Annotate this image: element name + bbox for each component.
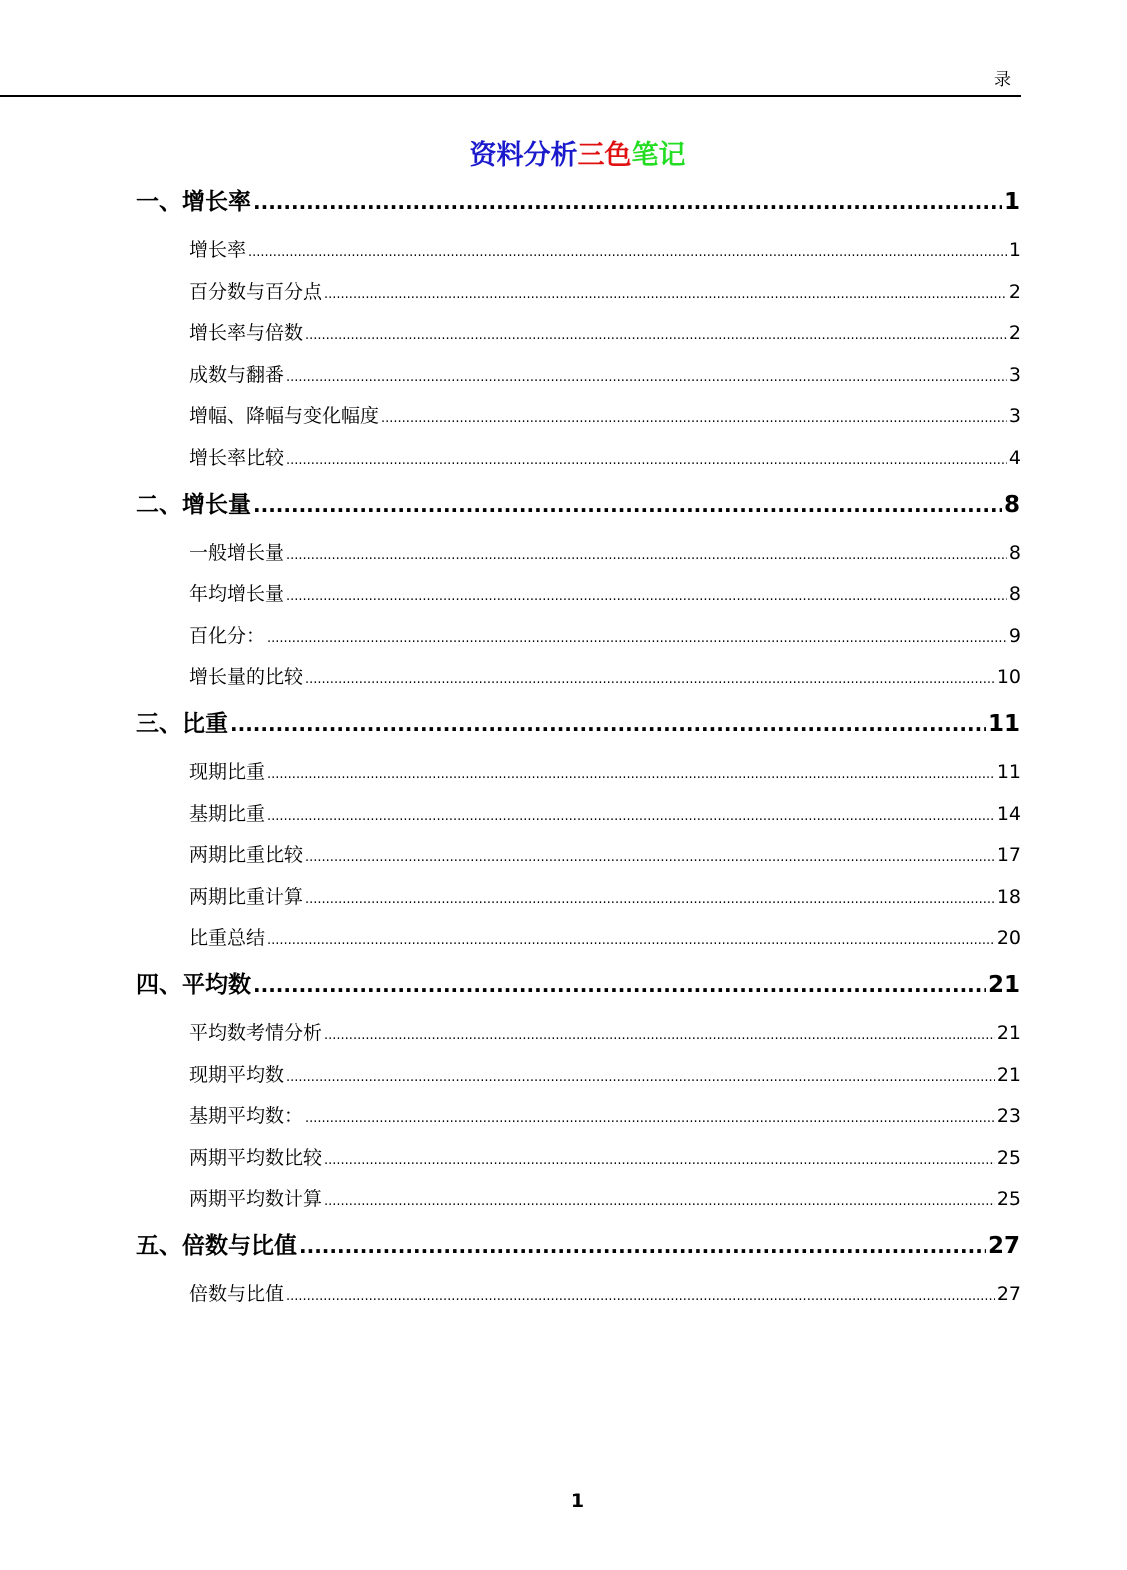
toc-page-number: 3 <box>1008 405 1021 427</box>
dot-leader <box>253 187 1002 217</box>
toc-item-label: 一般增长量 <box>189 542 285 564</box>
header-text: 录 <box>994 70 1011 90</box>
dot-leader <box>286 448 1007 474</box>
toc-page-number: 14 <box>996 803 1021 825</box>
toc-item[interactable] <box>189 1145 1021 1174</box>
toc-item-label: 百分数与百分点 <box>189 281 323 303</box>
toc-page-number: 21 <box>987 972 1020 998</box>
toc-item-label: 基期比重 <box>189 803 266 825</box>
dot-leader <box>305 1106 995 1132</box>
dot-leader <box>248 240 1007 266</box>
toc-section-label: 一、增长率 <box>136 189 251 215</box>
toc-item-label: 两期比重计算 <box>189 886 304 908</box>
toc-page-number: 11 <box>996 761 1021 783</box>
document-title <box>0 138 1127 174</box>
toc-item-label: 两期比重比较 <box>189 844 304 866</box>
toc-item[interactable] <box>189 540 1021 569</box>
dot-leader <box>305 667 995 693</box>
toc-item[interactable] <box>189 1281 1021 1310</box>
toc-item[interactable] <box>189 237 1021 266</box>
toc-page-number: 20 <box>996 927 1021 949</box>
dot-leader <box>230 709 986 739</box>
toc-item[interactable] <box>189 279 1021 308</box>
toc-item[interactable] <box>189 581 1021 610</box>
toc-page-number: 1 <box>1008 239 1021 261</box>
toc-page-number: 9 <box>1008 625 1021 647</box>
dot-leader <box>299 1231 986 1261</box>
header-rule <box>0 95 1021 97</box>
toc-item-label: 平均数考情分析 <box>189 1022 323 1044</box>
toc-page-number: 25 <box>996 1188 1021 1210</box>
toc-section-label: 三、比重 <box>136 711 228 737</box>
dot-leader <box>324 282 1007 308</box>
toc-page-number: 2 <box>1008 322 1021 344</box>
dot-leader <box>267 762 995 788</box>
toc-page-number: 21 <box>996 1022 1021 1044</box>
toc-item-label: 增长率与倍数 <box>189 322 304 344</box>
dot-leader <box>324 1148 995 1174</box>
toc-item-label: 年均增长量 <box>189 583 285 605</box>
title-part-red: 三色 <box>577 140 632 171</box>
dot-leader <box>305 887 995 913</box>
dot-leader <box>324 1189 995 1215</box>
toc-item-label: 基期平均数： <box>189 1105 304 1127</box>
toc-item[interactable] <box>189 664 1021 693</box>
toc-section-4[interactable] <box>136 970 1020 1000</box>
dot-leader <box>286 1065 995 1091</box>
toc-item-label: 倍数与比值 <box>189 1283 285 1305</box>
toc-page-number: 1 <box>1003 189 1020 215</box>
toc-page-number: 8 <box>1008 542 1021 564</box>
toc-item[interactable] <box>189 362 1021 391</box>
dot-leader <box>286 543 1007 569</box>
toc-item[interactable] <box>189 884 1021 913</box>
toc-item[interactable] <box>189 1062 1021 1091</box>
dot-leader <box>286 365 1007 391</box>
toc-page-number: 18 <box>996 886 1021 908</box>
toc-page-number: 3 <box>1008 364 1021 386</box>
toc-item[interactable] <box>189 320 1021 349</box>
toc-item-label: 增长率比较 <box>189 447 285 469</box>
toc-page-number: 17 <box>996 844 1021 866</box>
toc-page-number: 21 <box>996 1064 1021 1086</box>
dot-leader <box>305 845 995 871</box>
toc-item[interactable] <box>189 623 1021 652</box>
toc-item[interactable] <box>189 1186 1021 1215</box>
toc-item[interactable] <box>189 842 1021 871</box>
toc-item-label: 两期平均数比较 <box>189 1147 323 1169</box>
toc-page-number: 27 <box>996 1283 1021 1305</box>
dot-leader <box>305 323 1007 349</box>
toc-page-number: 10 <box>996 666 1021 688</box>
title-part-green: 笔记 <box>631 140 686 171</box>
toc-item[interactable] <box>189 925 1021 954</box>
toc-page-number: 11 <box>987 711 1020 737</box>
toc-page-number: 4 <box>1008 447 1021 469</box>
toc-item-label: 成数与翻番 <box>189 364 285 386</box>
toc-item-label: 增长量的比较 <box>189 666 304 688</box>
toc-item[interactable] <box>189 1103 1021 1132</box>
dot-leader <box>267 804 995 830</box>
toc-item-label: 百化分： <box>189 625 266 647</box>
dot-leader <box>267 928 995 954</box>
dot-leader <box>253 970 986 1000</box>
toc-item-label: 现期平均数 <box>189 1064 285 1086</box>
dot-leader <box>253 490 1002 520</box>
dot-leader <box>267 626 1007 652</box>
toc-item-label: 增幅、降幅与变化幅度 <box>189 405 380 427</box>
toc-item-label: 增长率 <box>189 239 247 261</box>
toc-section-label: 五、倍数与比值 <box>136 1233 297 1259</box>
toc-section-label: 二、增长量 <box>136 492 251 518</box>
toc-section-1[interactable] <box>136 187 1020 217</box>
footer-page-number: 1 <box>570 1490 585 1512</box>
toc-item-label: 现期比重 <box>189 761 266 783</box>
toc-section-5[interactable] <box>136 1231 1020 1261</box>
toc-section-3[interactable] <box>136 709 1020 739</box>
dot-leader <box>381 406 1007 432</box>
dot-leader <box>286 584 1007 610</box>
toc-item[interactable] <box>189 403 1021 432</box>
toc-item-label: 比重总结 <box>189 927 266 949</box>
toc-page-number: 8 <box>1008 583 1021 605</box>
toc-page-number: 2 <box>1008 281 1021 303</box>
toc-section-2[interactable] <box>136 490 1020 520</box>
toc-page-number: 23 <box>996 1105 1021 1127</box>
dot-leader <box>324 1023 995 1049</box>
toc-page-number: 25 <box>996 1147 1021 1169</box>
toc-item[interactable] <box>189 445 1021 474</box>
toc-item[interactable] <box>189 759 1021 788</box>
toc-section-label: 四、平均数 <box>136 972 251 998</box>
title-part-blue: 资料分析 <box>469 140 578 171</box>
toc-page-number: 27 <box>987 1233 1020 1259</box>
dot-leader <box>286 1284 995 1310</box>
toc-item[interactable] <box>189 1020 1021 1049</box>
toc-item[interactable] <box>189 801 1021 830</box>
toc-page-number: 8 <box>1003 492 1020 518</box>
toc-item-label: 两期平均数计算 <box>189 1188 323 1210</box>
